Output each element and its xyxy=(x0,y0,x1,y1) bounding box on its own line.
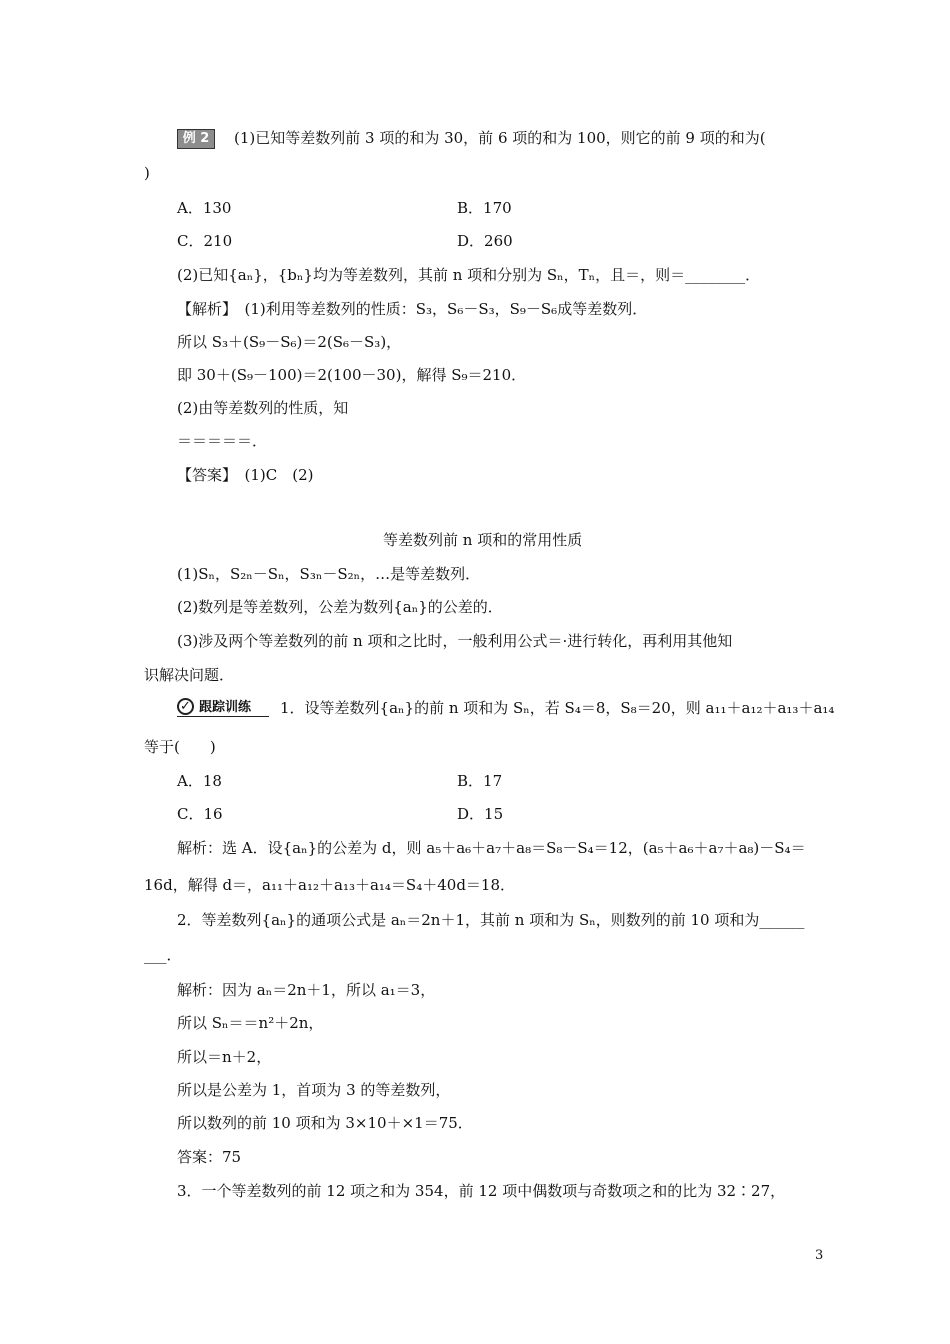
analysis-line: 所以 S₃＋(S₉－S₆)＝2(S₆－S₃)， xyxy=(177,333,402,351)
example2-q1-text: (1)已知等差数列前 3 项的和为 30，前 6 项的和为 100，则它的前 9 项的和为( xyxy=(234,129,766,147)
training-q1-text: 1．设等差数列{aₙ}的前 n 项和为 Sₙ，若 S₄＝8，S₈＝20，则 a₁₁＋a₁₂＋a₁₃＋a₁₄ xyxy=(280,699,835,717)
property-item: (3)涉及两个等差数列的前 n 项和之比时，一般利用公式＝·进行转化，再利用其他知 xyxy=(177,632,733,650)
option-c: C．16 xyxy=(177,805,223,823)
analysis-line: 【解析】 (1)利用等差数列的性质：S₃，S₆－S₃，S₉－S₆成等差数列． xyxy=(177,300,648,318)
property-item: (2)数列是等差数列，公差为数列{aₙ}的公差的． xyxy=(177,598,503,616)
section-heading: 等差数列前 n 项和的常用性质 xyxy=(383,531,583,549)
example2-q1-continuation: ) xyxy=(144,164,150,182)
answer-line: 【答案】 (1)C (2) xyxy=(177,466,314,484)
option-a: A．130 xyxy=(177,199,232,217)
page-number: 3 xyxy=(815,1248,824,1263)
option-d: D．260 xyxy=(457,232,513,250)
option-d: D．15 xyxy=(457,805,504,823)
property-item: (1)Sₙ，S₂ₙ－Sₙ，S₃ₙ－S₂ₙ，…是等差数列． xyxy=(177,565,481,583)
solution-line: 解析：因为 aₙ＝2n＋1，所以 a₁＝3， xyxy=(177,981,436,999)
solution-line: 所以数列的前 10 项和为 3×10＋×1＝75． xyxy=(177,1114,473,1132)
solution-line: 16d，解得 d＝，a₁₁＋a₁₂＋a₁₃＋a₁₄＝S₄＋40d＝18． xyxy=(144,876,516,894)
training-badge-label: 跟踪训练 xyxy=(199,700,252,715)
analysis-line: ＝＝＝＝＝． xyxy=(177,432,268,450)
option-b: B．17 xyxy=(457,772,503,790)
option-c: C．210 xyxy=(177,232,233,250)
analysis-line: (2)由等差数列的性质，知 xyxy=(177,399,349,417)
option-a: A．18 xyxy=(177,772,222,790)
answer-line: 答案：75 xyxy=(177,1148,242,1166)
solution-line: 解析：选 A．设{aₙ}的公差为 d，则 a₅＋a₆＋a₇＋a₈＝S₈－S₄＝12，(a₅＋a₆＋a₇＋a₈)－S₄＝ xyxy=(177,839,806,857)
training-q1-continuation: 等于( ) xyxy=(144,738,216,756)
solution-line: 所以＝n＋2， xyxy=(177,1048,272,1066)
training-badge xyxy=(177,699,269,717)
solution-line: 所以 Sₙ＝＝n²＋2n， xyxy=(177,1014,324,1032)
training-question2: 2．等差数列{aₙ}的通项公式是 aₙ＝2n＋1，其前 n 项和为 Sₙ，则数列的前 10 项和为______ xyxy=(177,911,805,929)
property-item: 识解决问题． xyxy=(144,666,235,684)
training-q2-continuation: ___． xyxy=(144,946,182,964)
check-icon: ✓ xyxy=(177,698,194,715)
analysis-line: 即 30＋(S₉－100)＝2(100－30)，解得 S₉＝210． xyxy=(177,366,527,384)
option-b: B．170 xyxy=(457,199,512,217)
example2-question2: (2)已知{aₙ}，{bₙ}均为等差数列，其前 n 项和分别为 Sₙ，Tₙ，且＝，则＝________． xyxy=(177,266,761,284)
training-question3: 3．一个等差数列的前 12 项之和为 354，前 12 项中偶数项与奇数项之和的比为 32∶27， xyxy=(177,1182,786,1200)
solution-line: 所以是公差为 1，首项为 3 的等差数列， xyxy=(177,1081,451,1099)
example-badge: 例 2 xyxy=(177,129,215,149)
